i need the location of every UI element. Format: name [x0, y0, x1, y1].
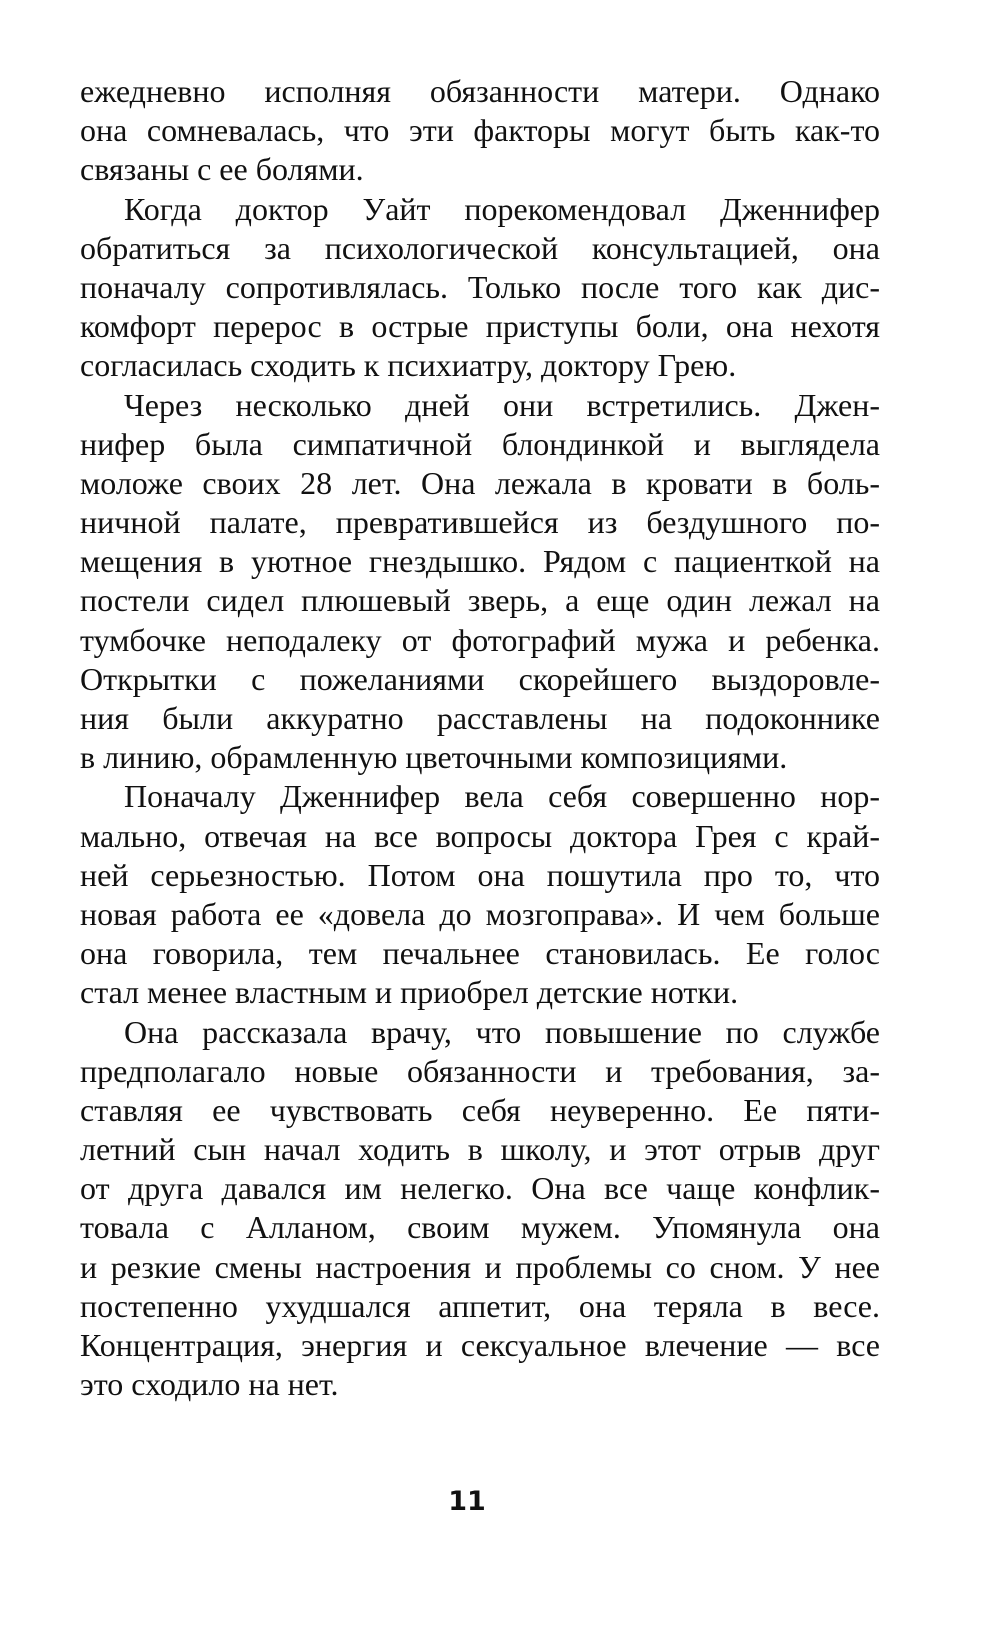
text-line: поначалу сопротивлялась. Только после того как дис- — [80, 268, 880, 305]
text-line: Она рассказала врачу, что повышение по службе — [124, 1013, 880, 1050]
body-text — [80, 72, 880, 1404]
page-number: 11 — [448, 1486, 486, 1517]
text-line: Концентрация, энергия и сексуальное влечение — все — [80, 1327, 880, 1363]
text-line: товала с Алланом, своим мужем. Упомянула она — [80, 1209, 880, 1246]
text-line: и резкие смены настроения и проблемы со сном. У нее — [80, 1248, 880, 1285]
text-line: связаны с ее болями. — [80, 151, 364, 188]
text-line: мещения в уютное гнездышко. Рядом с пациенткой на — [80, 543, 880, 580]
text-line: нифер была симпатичной блондинкой и выглядела — [80, 425, 880, 462]
text-line: от друга давался им нелегко. Она все чаще конфлик- — [80, 1170, 880, 1207]
text-line: постепенно ухудшался аппетит, она теряла в весе. — [80, 1287, 880, 1324]
text-line: стал менее властным и приобрел детские нотки. — [80, 974, 739, 1011]
text-line: ставляя ее чувствовать себя неуверенно. Ее пяти- — [80, 1091, 880, 1128]
text-line: предполагало новые обязанности и требования, за- — [80, 1052, 880, 1089]
text-line: это сходило на нет. — [80, 1366, 339, 1403]
text-line: комфорт перерос в острые приступы боли, она нехотя — [80, 308, 880, 345]
text-line: Поначалу Дженнифер вела себя совершенно нор- — [124, 778, 880, 815]
text-line: летний сын начал ходить в школу, и этот отрыв друг — [80, 1131, 880, 1168]
text-line: она говорила, тем печальнее становилась. Ее голос — [80, 935, 880, 972]
text-line: она сомневалась, что эти факторы могут быть как-то — [80, 112, 880, 149]
text-line: Открытки с пожеланиями скорейшего выздоровле- — [80, 660, 880, 697]
text-line: мально, отвечая на все вопросы доктора Грея с край- — [80, 817, 880, 854]
text-line: обратиться за психологической консультацией, она — [80, 229, 880, 266]
text-line: ничной палате, превратившейся из бездушного по- — [80, 504, 880, 541]
text-line: Когда доктор Уайт порекомендовал Дженнифер — [124, 190, 880, 227]
text-line: ежедневно исполняя обязанности матери. Однако — [80, 73, 880, 109]
text-line: тумбочке неподалеку от фотографий мужа и ребенка. — [80, 621, 880, 658]
text-line: согласилась сходить к психиатру, доктору Грею. — [80, 347, 737, 384]
text-line: в линию, обрамленную цветочными композициями. — [80, 739, 788, 776]
text-line: моложе своих 28 лет. Она лежала в кровати в боль- — [80, 464, 880, 501]
text-line: новая работа ее «довела до мозгоправа». И чем больше — [80, 895, 880, 932]
text-line: ния были аккуратно расставлены на подоконнике — [80, 700, 880, 736]
text-line: Через несколько дней они встретились. Джен- — [124, 386, 880, 423]
text-line: ней серьезностью. Потом она пошутила про то, что — [80, 856, 880, 893]
text-line: постели сидел плюшевый зверь, а еще один лежал на — [80, 582, 880, 619]
